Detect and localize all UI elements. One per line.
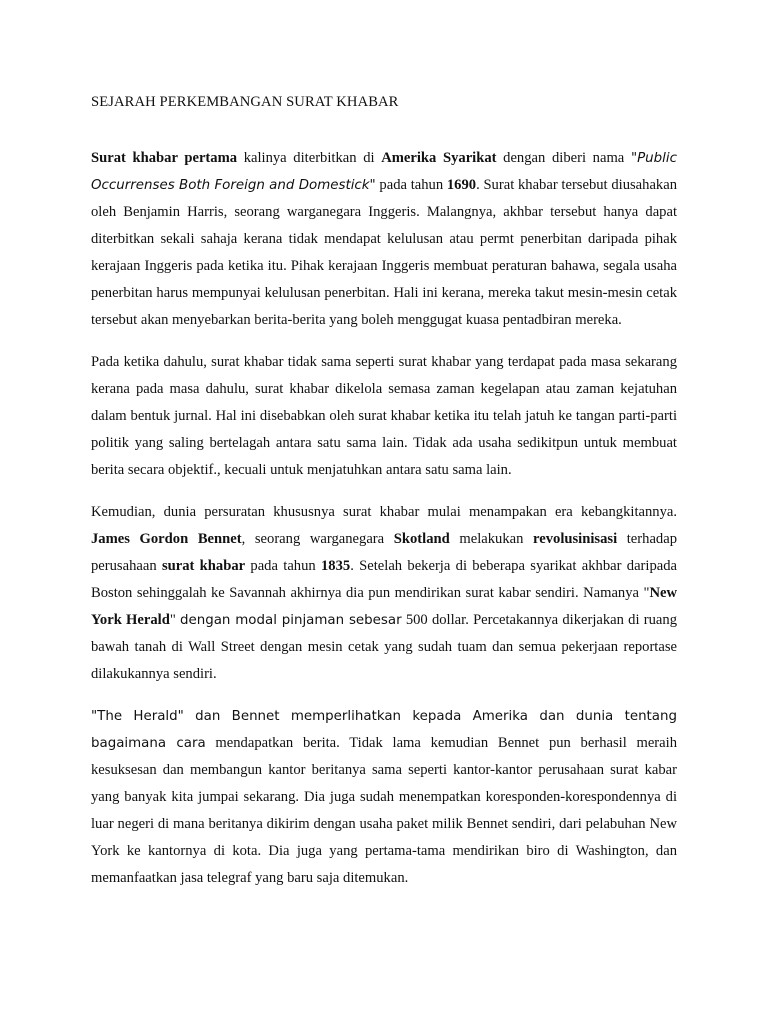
paragraph	[91, 703, 677, 892]
text-run: "	[169, 612, 180, 628]
paragraph	[91, 349, 677, 484]
bold-text-run: revolusinisasi	[533, 531, 618, 547]
text-run: dan Bennet memperlihatkan kepada Amerika dan dunia tentang bagaimana cara	[91, 709, 677, 751]
text-run: Pada ketika dahulu, surat khabar tidak sama seperti surat khabar yang terdapat pada masa sekarang kerana pada masa dahulu, surat khabar dikelola semasa zaman kegelapan atau zaman kejatuhan dalam bentuk jurnal. Hal ini disebabkan oleh surat khabar ketika itu telah jatuh ke tangan parti-parti politik yang saling bertelagah antara satu sama lain. Tidak ada usaha sedikitpun untuk membuat berita secara objektif., kecuali untuk menjatuhkan antara satu sama lain.	[91, 354, 677, 478]
bold-text-run: Surat khabar pertama	[91, 150, 238, 166]
document-page	[91, 90, 677, 907]
text-run: terhadap perusahaan	[91, 531, 677, 574]
bold-text-run: 1690	[446, 177, 477, 193]
bold-text-run: James Gordon Bennet	[91, 531, 242, 547]
bold-text-run: Skotland	[393, 531, 450, 547]
paragraph	[91, 145, 677, 334]
text-run: melakukan	[449, 531, 534, 547]
document-title: SEJARAH PERKEMBANGAN SURAT KHABAR	[91, 94, 399, 110]
text-run: pada tahun	[245, 558, 321, 574]
text-run: Kemudian, dunia persuratan khususnya surat khabar mulai menampakan era kebangkitannya.	[91, 504, 677, 520]
text-run: 500 dollar. Percetakannya dikerjakan di ruang bawah tanah di Wall Street dengan mesin cetak yang sudah tuam dan semua pekerjaan reportase dilakukannya sendiri.	[91, 612, 677, 682]
text-run: pada tahun	[375, 177, 447, 193]
italic-text-run: "Public Occurrenses Both Foreign and Domestick"	[91, 151, 677, 193]
text-run: dengan modal pinjaman sebesar	[180, 613, 402, 628]
text-run: , seorang warganegara	[241, 531, 394, 547]
bold-text-run: surat khabar	[161, 558, 246, 574]
text-run: . Surat khabar tersebut diusahakan oleh Benjamin Harris, seorang warganegara Inggeris. Malangnya, akhbar tersebut hanya dapat diterbitkan sekali sahaja kerana tidak mendapat kelulusan atau permt penerbitan daripada pihak kerajaan Inggeris pada ketika itu. Pihak kerajaan Inggeris membuat peraturan bahawa, segala usaha penerbitan harus mempunyai kelulusan penerbitan. Hali ini kerana, mereka takut mesin-mesin cetak tersebut akan menyebarkan berita-berita yang boleh menggugat kuasa pentadbiran mereka.	[91, 177, 677, 328]
text-run: dengan diberi nama	[496, 150, 631, 166]
text-run: "The Herald"	[91, 709, 196, 724]
bold-text-run: New York Herald	[91, 585, 677, 628]
text-run: kalinya diterbitkan di	[237, 150, 382, 166]
paragraph	[91, 499, 677, 688]
bold-text-run: Amerika Syarikat	[381, 150, 497, 166]
document-body	[91, 145, 677, 892]
text-run: . Setelah bekerja di beberapa syarikat akhbar daripada Boston sehinggalah ke Savannah akhirnya dia pun mendirikan surat kabar sendiri. Namanya "	[91, 558, 678, 601]
bold-text-run: 1835	[321, 558, 351, 574]
text-run: mendapatkan berita. Tidak lama kemudian Bennet pun berhasil meraih kesuksesan dan membangun kantor beritanya sama seperti kantor-kantor perusahaan surat kabar yang banyak kita jumpai sekarang. Dia juga sudah menempatkan koresponden-korespondennya di luar negeri di mana beritanya dikirim dengan usaha paket milik Bennet sendiri, dari pelabuhan New York ke kantornya di kota. Dia juga yang pertama-tama mendirikan biro di Washington, dan memanfaatkan jasa telegraf yang baru saja ditemukan.	[91, 735, 677, 886]
